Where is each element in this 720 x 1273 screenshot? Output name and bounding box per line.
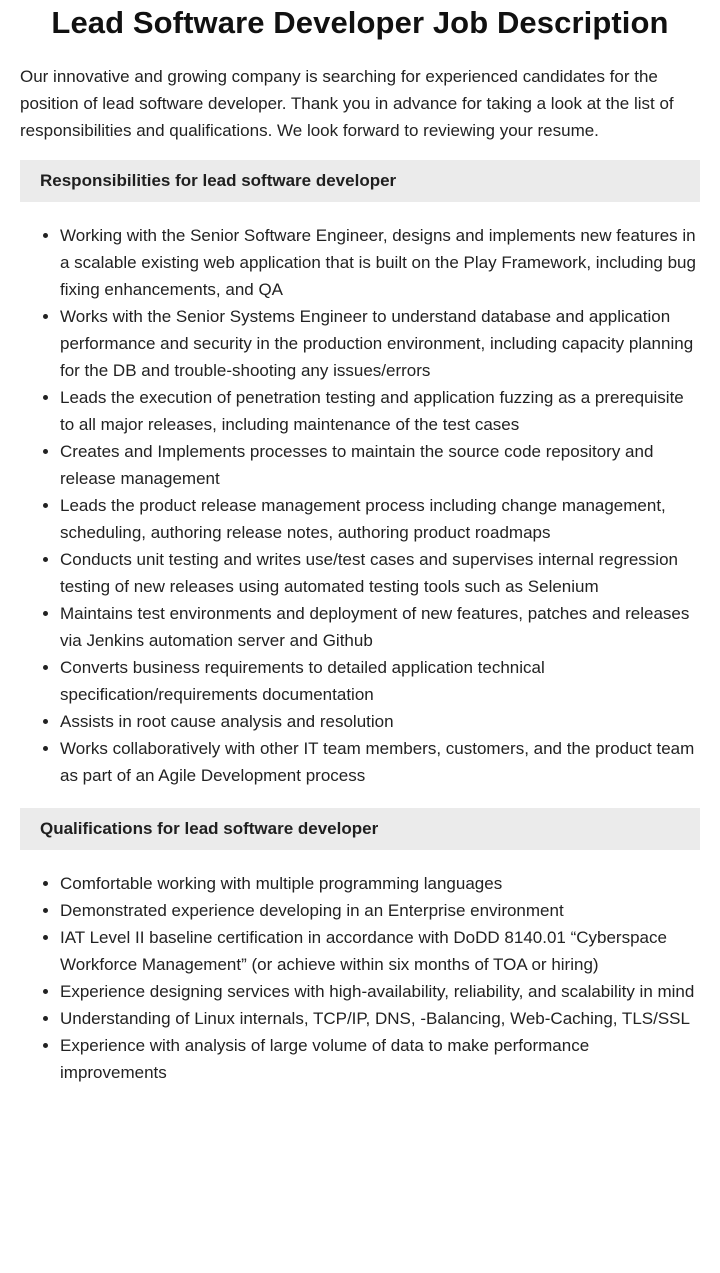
list-item: • Leads the execution of penetration testing and application fuzzing as a prerequisite to all major releases, including maintenance of the test cases xyxy=(60,384,700,438)
list-item: • Works with the Senior Systems Engineer to understand database and application performance and security in the production environment, including capacity planning for the DB and trouble-shooting any issues/errors xyxy=(60,303,700,384)
list-item: • Experience with analysis of large volume of data to make performance improvements xyxy=(60,1032,700,1086)
list-item: • Maintains test environments and deployment of new features, patches and releases via Jenkins automation server and Github xyxy=(60,600,700,654)
qualifications-list xyxy=(20,870,700,1086)
list-item: • Conducts unit testing and writes use/test cases and supervises internal regression testing of new releases using automated testing tools such as Selenium xyxy=(60,546,700,600)
intro-paragraph: Our innovative and growing company is searching for experienced candidates for the position of lead software developer. Thank you in advance for taking a look at the list of responsibilities and qualifications. We look forward to reviewing your resume. xyxy=(20,67,674,140)
list-item: • Assists in root cause analysis and resolution xyxy=(60,708,700,735)
page-title: Lead Software Developer Job Description xyxy=(51,5,669,40)
responsibilities-list xyxy=(20,222,700,789)
responsibilities-heading: Responsibilities for lead software developer xyxy=(20,160,700,202)
list-item: • IAT Level II baseline certification in accordance with DoDD 8140.01 “Cyberspace Workforce Management” (or achieve within six months of TOA or hiring) xyxy=(60,924,700,978)
list-item: • Demonstrated experience developing in an Enterprise environment xyxy=(60,897,700,924)
list-item: • Creates and Implements processes to maintain the source code repository and release management xyxy=(60,438,700,492)
qualifications-heading: Qualifications for lead software developer xyxy=(20,808,700,850)
list-item: • Leads the product release management process including change management, scheduling, authoring release notes, authoring product roadmaps xyxy=(60,492,700,546)
list-item: • Experience designing services with high-availability, reliability, and scalability in mind xyxy=(60,978,700,1005)
list-item: • Working with the Senior Software Engineer, designs and implements new features in a scalable existing web application that is built on the Play Framework, including bug fixing enhancements, and QA xyxy=(60,222,700,303)
list-item: • Comfortable working with multiple programming languages xyxy=(60,870,700,897)
list-item: • Converts business requirements to detailed application technical specification/requirements documentation xyxy=(60,654,700,708)
list-item: • Works collaboratively with other IT team members, customers, and the product team as part of an Agile Development process xyxy=(60,735,700,789)
list-item: • Understanding of Linux internals, TCP/IP, DNS, -Balancing, Web-Caching, TLS/SSL xyxy=(60,1005,700,1032)
